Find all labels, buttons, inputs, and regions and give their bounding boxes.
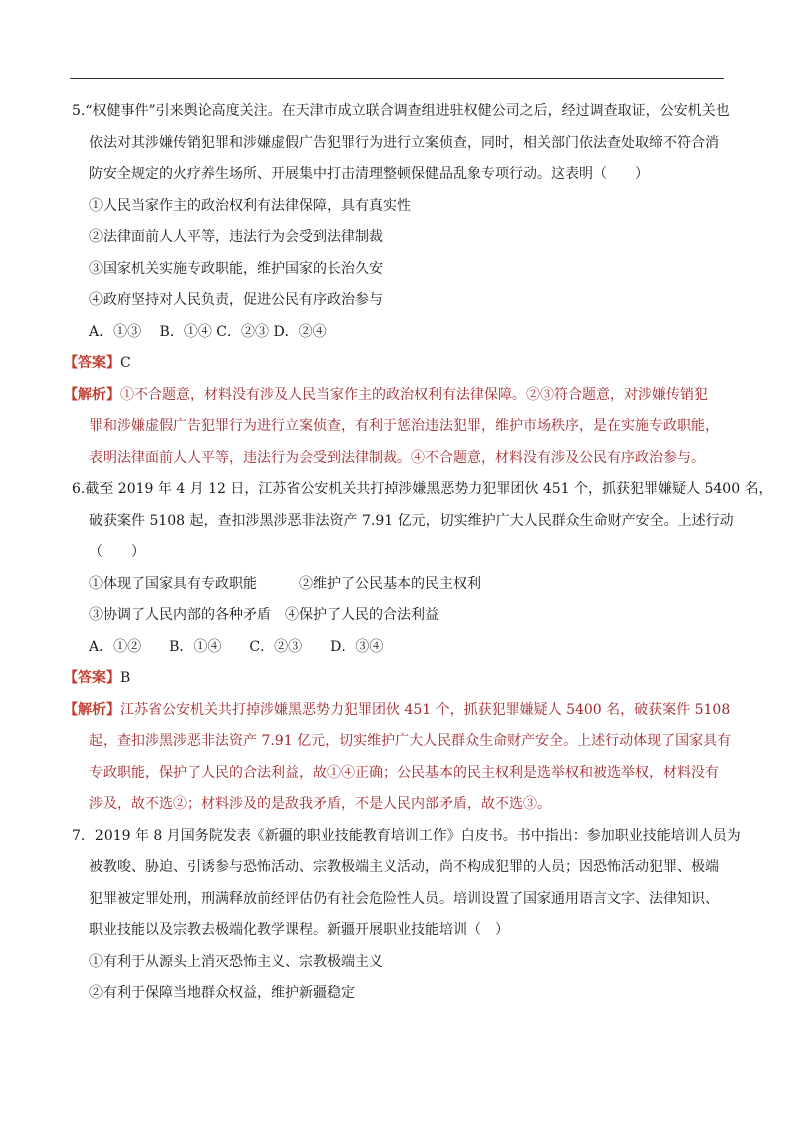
q7-option-2: ②有利于保障当地群众权益，维护新疆稳定 bbox=[89, 985, 355, 1001]
q7-stem-line-4: 职业技能以及宗教去极端化教学课程。新疆开展职业技能培训（ ） bbox=[89, 922, 509, 938]
q6-choices: A．①② B．①④ C．②③ D．③④ bbox=[89, 638, 384, 655]
q7-stem-line-1: 7．2019 年 8 月国务院发表《新疆的职业技能教育培训工作》白皮书。书中指出：参加职业技能培训人员为 bbox=[72, 827, 741, 844]
analysis-text: ①不合题意，材料没有涉及人民当家作主的政治权利有法律保障。②③符合题意，对涉嫌传销犯 bbox=[120, 386, 708, 403]
answer-value: C bbox=[120, 355, 131, 371]
q5-stem-line-3: 防安全规定的火疗养生场所、开展集中打击清理整顿保健品乱象专项行动。这表明（ ） bbox=[89, 166, 649, 182]
q7-stem-line-2: 被教唆、胁迫、引诱参与恐怖活动、宗教极端主义活动，尚不构成犯罪的人员；因恐怖活动犯罪、极端 bbox=[89, 859, 719, 875]
q5-choices: A．①③ B．①④ C．②③ D．②④ bbox=[89, 323, 327, 340]
question-5 bbox=[64, 96, 730, 474]
q7-option-1: ①有利于从源头上消灭恐怖主义、宗教极端主义 bbox=[89, 953, 383, 970]
q5-option-2: ②法律面前人人平等，违法行为会受到法律制裁 bbox=[89, 229, 383, 245]
answer-value: B bbox=[120, 670, 131, 686]
q6-answer bbox=[64, 663, 728, 695]
q5-analysis-line-3: 表明法律面前人人平等，违法行为会受到法律制裁。④不合题意，材料没有涉及公民有序政治参与。 bbox=[89, 449, 705, 466]
analysis-tag: 【解析】 bbox=[64, 386, 120, 403]
q5-option-4: ④政府坚持对人民负责，促进公民有序政治参与 bbox=[89, 292, 383, 308]
q5-stem-line-1: 5.“权健事件”引来舆论高度关注。在天津市成立联合调查组进驻权健公司之后，经过调查取证，公安机关也 bbox=[72, 103, 730, 119]
document-body bbox=[64, 96, 773, 1010]
question-7 bbox=[72, 821, 741, 1010]
q6-stem-line-3: （ ） bbox=[89, 544, 145, 560]
q5-answer bbox=[64, 348, 728, 380]
answer-tag: 【答案】 bbox=[64, 670, 120, 686]
q6-analysis-line-3: 专政职能，保护了人民的合法利益，故①④正确；公民基本的民主权利是选举权和被选举权，材料没有 bbox=[89, 764, 719, 781]
q5-stem-line-2: 依法对其涉嫌传销犯罪和涉嫌虚假广告犯罪行为进行立案侦查，同时，相关部门依法查处取缔不符合消 bbox=[89, 134, 719, 151]
header-rule bbox=[70, 78, 724, 79]
q6-analysis-line-2: 起，查扣涉黑涉恶非法资产 7.91 亿元，切实维护广大人民群众生命财产安全。上述行动体现了国家具有 bbox=[89, 733, 732, 749]
q5-option-3: ③国家机关实施专政职能，维护国家的长治久安 bbox=[89, 260, 383, 277]
analysis-text: 江苏省公安机关共打掉涉嫌黑恶势力犯罪团伙 451 个，抓获犯罪嫌疑人 5400 名，破获案件 5108 bbox=[120, 701, 731, 718]
question-6 bbox=[64, 474, 773, 821]
analysis-tag: 【解析】 bbox=[64, 701, 120, 718]
q6-stem-line-1: 6.截至 2019 年 4 月 12 日，江苏省公安机关共打掉涉嫌黑恶势力犯罪团伙 451 个，抓获犯罪嫌疑人 5400 名， bbox=[72, 481, 773, 497]
answer-tag: 【答案】 bbox=[64, 355, 120, 371]
q6-option-row-1: ①体现了国家具有专政职能 ②维护了公民基本的民主权利 bbox=[89, 575, 481, 592]
q7-stem-line-3: 犯罪被定罪处刑，刑满释放前经评估仍有社会危险性人员。培训设置了国家通用语言文字、法律知识、 bbox=[89, 890, 719, 907]
q5-option-1: ①人民当家作主的政治权利有法律保障，具有真实性 bbox=[89, 197, 411, 214]
q6-analysis-line-4: 涉及，故不选②；材料涉及的是敌我矛盾，不是人民内部矛盾，故不选③。 bbox=[89, 796, 551, 812]
q5-analysis-line-2: 罪和涉嫌虚假广告犯罪行为进行立案侦查，有利于惩治违法犯罪，维护市场秩序，是在实施专政职能， bbox=[89, 418, 719, 434]
q5-analysis-line-1 bbox=[64, 380, 728, 412]
q6-analysis-line-1 bbox=[64, 695, 731, 727]
q6-stem-line-2: 破获案件 5108 起，查扣涉黑涉恶非法资产 7.91 亿元，切实维护广大人民群众生命财产安全。上述行动 bbox=[89, 512, 734, 529]
q6-option-row-2: ③协调了人民内部的各种矛盾 ④保护了人民的合法利益 bbox=[89, 607, 439, 623]
